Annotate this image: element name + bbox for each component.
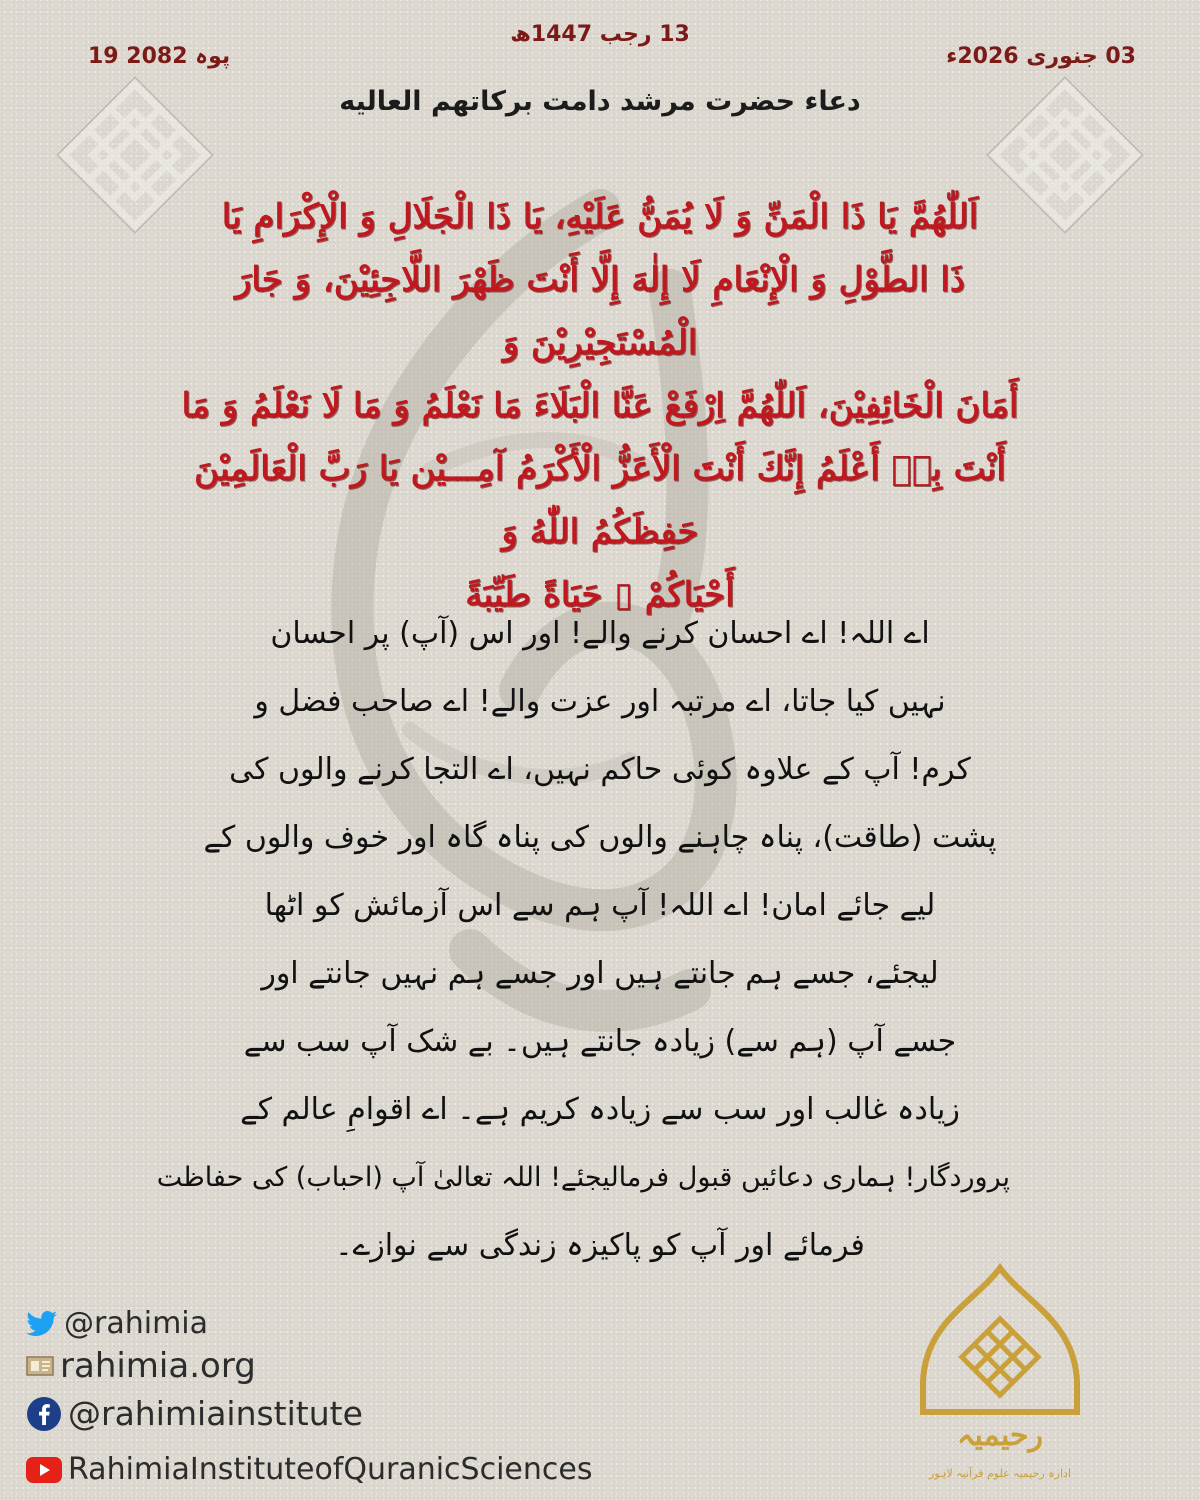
arabic-line: اَللّٰهُمَّ يَا ذَا الْمَنِّ وَ لَا يُمَنُّ عَلَيْهِ، يَا ذَا الْجَلَالِ وَ الْإِكْرَامِ يَا <box>221 197 979 237</box>
bikrami-date: 19 پوہ 2082 <box>88 44 231 69</box>
urdu-line: فرمائے اور آپ کو پاکیزہ زندگی سے نوازے۔ <box>335 1228 865 1263</box>
twitter-handle: @rahimia <box>64 1306 209 1341</box>
website-url: rahimia.org <box>60 1346 256 1386</box>
rahimia-logo <box>905 1262 1095 1492</box>
facebook-link[interactable] <box>26 1394 363 1433</box>
twitter-icon <box>26 1310 58 1338</box>
urdu-translation <box>156 600 1010 1280</box>
urdu-line: زیادہ غالب اور سب سے زیادہ کریم ہے۔ اے اقوامِ عالم کے <box>240 1092 960 1127</box>
facebook-icon <box>26 1396 62 1432</box>
hijri-date: 13 رجب 1447ھ <box>510 22 690 47</box>
youtube-channel: RahimiaInstituteofQuranicSciences <box>68 1452 593 1487</box>
urdu-line: اے اللہ! اے احسان کرنے والے! اور اس (آپ) پر احسان <box>270 616 930 651</box>
facebook-handle: @rahimiainstitute <box>68 1394 363 1433</box>
twitter-link[interactable] <box>26 1306 208 1341</box>
web-icon <box>26 1354 54 1378</box>
urdu-line: پروردگار! ہماری دعائیں قبول فرمالیجئے! اللہ تعالیٰ آپ (احباب) کی حفاظت <box>156 1162 1010 1193</box>
logo-subtitle: ادارہ رحیمیہ علوم قرآنیہ لاہور <box>929 1467 1071 1480</box>
urdu-line: لیے جائے امان! اے اللہ! آپ ہم سے اس آزمائش کو اٹھا <box>264 888 936 923</box>
youtube-link[interactable] <box>26 1452 592 1487</box>
page-title: دعاء حضرت مرشد دامت برکاتهم العاليه <box>339 86 861 117</box>
website-link[interactable] <box>26 1346 256 1386</box>
gregorian-date: 03 جنوری 2026ء <box>946 44 1136 69</box>
arabic-line: أَمَانَ الْخَائِفِيْنَ، اَللّٰهُمَّ اِرْفَعْ عَنَّا الْبَلَاءَ مَا نَعْلَمُ وَ مَا لَا نَعْلَمُ وَ مَا <box>181 386 1019 426</box>
urdu-line: کرم! آپ کے علاوہ کوئی حاکم نہیں، اے التجا کرنے والوں کی <box>229 752 971 787</box>
arabic-dua <box>150 186 1050 627</box>
urdu-line: پشت (طاقت)، پناہ چاہنے والوں کی پناہ گاہ اور خوف والوں کے <box>203 820 997 855</box>
logo-name: رحیمیہ <box>956 1418 1044 1453</box>
youtube-icon <box>26 1457 62 1483</box>
urdu-line: لیجئے، جسے ہم جانتے ہیں اور جسے ہم نہیں جانتے اور <box>261 956 939 991</box>
urdu-line: نہیں کیا جاتا، اے مرتبہ اور عزت والے! اے صاحب فضل و <box>254 684 946 719</box>
arabic-line: أَحْيَاكُمْ ▯ حَيَاةً طَيِّبَةً <box>465 575 735 615</box>
arabic-line: ذَا الطَّوْلِ وَ الْإِنْعَامِ لَا إِلٰهَ إِلَّا أَنْتَ ظَهْرَ اللَّاجِئِيْنَ، وَ جَارَ الْمُسْتَجِيْرِيْنَ وَ <box>234 260 966 363</box>
urdu-line: جسے آپ (ہم سے) زیادہ جانتے ہیں۔ بے شک آپ سب سے <box>243 1024 957 1059</box>
arabic-line: أَنْتَ بِهٖ أَعْلَمُ إِنَّكَ أَنْتَ الْأَعَزُّ الْأَكْرَمُ آمِـــيْن يَا رَبَّ الْعَالَمِيْنَ حَفِظَكُمُ اللّٰهُ وَ <box>194 449 1006 552</box>
